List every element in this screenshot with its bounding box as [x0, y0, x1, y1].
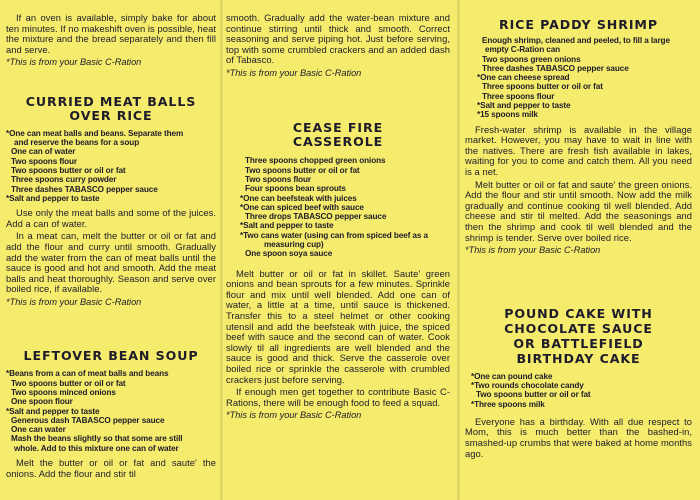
- recipe-title: LEFTOVER BEAN SOUP: [23, 348, 199, 364]
- recipe-pound-cake: [465, 306, 692, 460]
- ingredient-line: *Salt and pepper to taste: [240, 221, 334, 231]
- recipe-title: RICE PADDY SHRIMP: [499, 17, 658, 32]
- ingredient-line: Three spoons chopped green onions: [245, 156, 386, 166]
- ingredient-line: whole. Add to this mixture one can of water: [14, 443, 179, 453]
- instruction-paragraph: Fresh-water shrimp is available in the village market. However, you may have to wait in line with the natives. There are fresh fish available in lakes, waiting for you to come and catch them. All you need is a net.: [465, 123, 692, 178]
- instruction-paragraph: Melt butter or oil or fat in skillet. Saute' green onions and bean sprouts for a few minutes. Sprinkle flour and mix until well blended. Add one can of water, a little at a time, until sauce is thickened. Transfer this to a steel helmet or other cooking utensil and add the beefsteak with juice, the spiced beef with sauce and the second can of water. Cook slowly til all ingredients are well blended and the sauce is good and thick. Serve the casserole over boiled rice or sprinkle the casserole with crumbled crackers just before serving.: [226, 267, 450, 385]
- recipe-title-line: CHOCOLATE SAUCE: [504, 320, 653, 336]
- recipe-title: [226, 121, 450, 149]
- ingredient-line: Three spoons butter or oil or fat: [482, 82, 603, 92]
- ration-note: *This is from your Basic C-Ration: [6, 57, 142, 68]
- ingredient-line: *Three spoons milk: [471, 399, 545, 409]
- ingredient-line: and reserve the beans for a soup: [14, 138, 140, 148]
- ingredient-line: Two spoons minced onions: [11, 387, 116, 397]
- instruction-paragraph: Everyone has a birthday. With all due respect to Mom, this is much better than the bashed-in, smashed-up crumbs that were baked at home months ago.: [465, 415, 692, 459]
- recipe-title-line: POUND CAKE WITH: [504, 305, 653, 321]
- ingredient-list: [6, 129, 216, 203]
- ingredient-line: Generous dash TABASCO pepper sauce: [11, 415, 165, 425]
- ingredient-line: One spoon flour: [11, 397, 73, 407]
- column-left: [0, 0, 222, 500]
- ingredient-line: *Two rounds chocolate candy: [471, 380, 584, 390]
- ingredient-line: Three spoons curry powder: [11, 175, 117, 185]
- instruction-paragraph: Melt the butter or oil or fat and saute' the onions. Add the flour and stir til: [6, 456, 216, 479]
- ration-note: *This is from your Basic C-Ration: [226, 67, 362, 78]
- recipe-title-line: BIRTHDAY CAKE: [516, 350, 641, 366]
- ingredient-line: *One can meat balls and beans. Separate them: [6, 128, 184, 138]
- ingredient-line: One spoon soya sauce: [245, 249, 333, 259]
- ingredient-list: [6, 369, 216, 453]
- recipe-rice-paddy-shrimp: [465, 18, 692, 256]
- ingredient-line: Three dashes TABASCO pepper sauce: [482, 63, 629, 73]
- ingredient-line: Two spoons butter or oil or fat: [11, 378, 126, 388]
- ingredient-line: Two spoons flour: [245, 174, 312, 184]
- instruction-paragraph: In a meat can, melt the butter or oil or fat and add the flour and curry until smooth. Gradually add the water from the can of meat balls until the sauce is good and hot and smooth. Add the meat balls and heat thoroughly. Season and serve over boiled rice, if available.: [6, 230, 216, 295]
- recipe-curried-meat-balls: [6, 95, 216, 308]
- recipe-title: [465, 306, 692, 366]
- ingredient-line: *One can pound cake: [471, 371, 553, 381]
- ingredient-line: Two spoons butter or oil or fat: [476, 390, 591, 400]
- ingredient-line: Two spoons green onions: [482, 54, 581, 64]
- ingredient-line: Mash the beans slightly so that some are still: [11, 434, 183, 444]
- ingredient-line: *One can spiced beef with sauce: [240, 202, 364, 212]
- ingredient-line: Two spoons flour: [11, 156, 78, 166]
- ingredient-line: Two spoons butter or oil or fat: [245, 165, 360, 175]
- ingredient-line: Enough shrimp, cleaned and peeled, to fill a large: [482, 36, 670, 45]
- page-fold: [457, 0, 460, 500]
- ration-note: *This is from your Basic C-Ration: [465, 245, 601, 256]
- ration-note: *This is from your Basic C-Ration: [6, 296, 142, 307]
- ingredient-line: One can of water: [11, 147, 76, 157]
- ingredient-line: *Beans from a can of meat balls and beans: [6, 369, 169, 379]
- instruction-paragraph: Use only the meat balls and some of the juices. Add a can of water.: [6, 207, 216, 229]
- ingredient-line: *15 spoons milk: [477, 110, 538, 120]
- ration-note: *This is from your Basic C-Ration: [226, 410, 362, 421]
- ingredient-line: Three drops TABASCO pepper sauce: [245, 212, 387, 222]
- intro-paragraph: If an oven is available, simply bake for about ten minutes. If no makeshift oven is possible, heat the mixture and the bread separately and then fill and serve.: [6, 12, 216, 55]
- ingredient-line: *Salt and pepper to taste: [6, 193, 100, 203]
- instruction-paragraph: Melt butter or oil or fat and saute' the green onions. Add the flour and stir until smooth. Now add the milk gradually and continue cooking til well blended. Add cheese and stir til melted. Add the seasonings and then the shrimp and cook til well blended and the shrimp is tender. Serve over boiled rice.: [465, 178, 692, 243]
- ingredient-line: *Salt and pepper to taste: [477, 101, 571, 111]
- ingredient-line: *One can cheese spread: [477, 73, 570, 83]
- recipe-title-line: CEASE FIRE: [292, 120, 384, 136]
- recipe-title-line: CASSEROLE: [292, 134, 384, 150]
- recipe-title: [6, 95, 216, 123]
- ingredient-line: Two spoons butter or oil or fat: [11, 165, 126, 175]
- ingredient-line: Four spoons bean sprouts: [245, 184, 346, 194]
- recipe-leftover-bean-soup: [6, 349, 216, 479]
- ingredient-list: [465, 36, 692, 120]
- recipe-cease-fire-casserole: [226, 121, 450, 420]
- recipe-title-line: OVER RICE: [69, 107, 153, 123]
- ingredient-line: *Salt and pepper to taste: [6, 406, 100, 416]
- continued-paragraph: smooth. Gradually add the water-bean mixture and continue stirring until thick and smooth. Correct seasoning and serve piping hot. Just before serving, top with some crumbled crackers and an added dash of Tabasco.: [226, 12, 450, 66]
- ingredient-list: [465, 372, 692, 409]
- ingredient-line: empty C-Ration can: [485, 45, 561, 55]
- ingredient-line: Three spoons flour: [482, 91, 555, 101]
- recipe-title-line: OR BATTLEFIELD: [513, 335, 644, 351]
- ingredient-line: *Two cans water (using can from spiced beef as a: [240, 230, 428, 240]
- ingredient-line: One can water: [11, 425, 66, 435]
- ingredient-list: [226, 156, 450, 258]
- ingredient-line: measuring cup): [264, 240, 324, 250]
- recipe-title-line: CURRIED MEAT BALLS: [25, 93, 197, 109]
- column-middle: [222, 0, 454, 500]
- ingredient-line: Three dashes TABASCO pepper sauce: [11, 184, 158, 194]
- instruction-paragraph: If enough men get together to contribute Basic C-Rations, there will be enough food to feed a squad.: [226, 386, 450, 408]
- column-right: [461, 0, 700, 500]
- ingredient-line: *One can beefsteak with juices: [240, 193, 357, 203]
